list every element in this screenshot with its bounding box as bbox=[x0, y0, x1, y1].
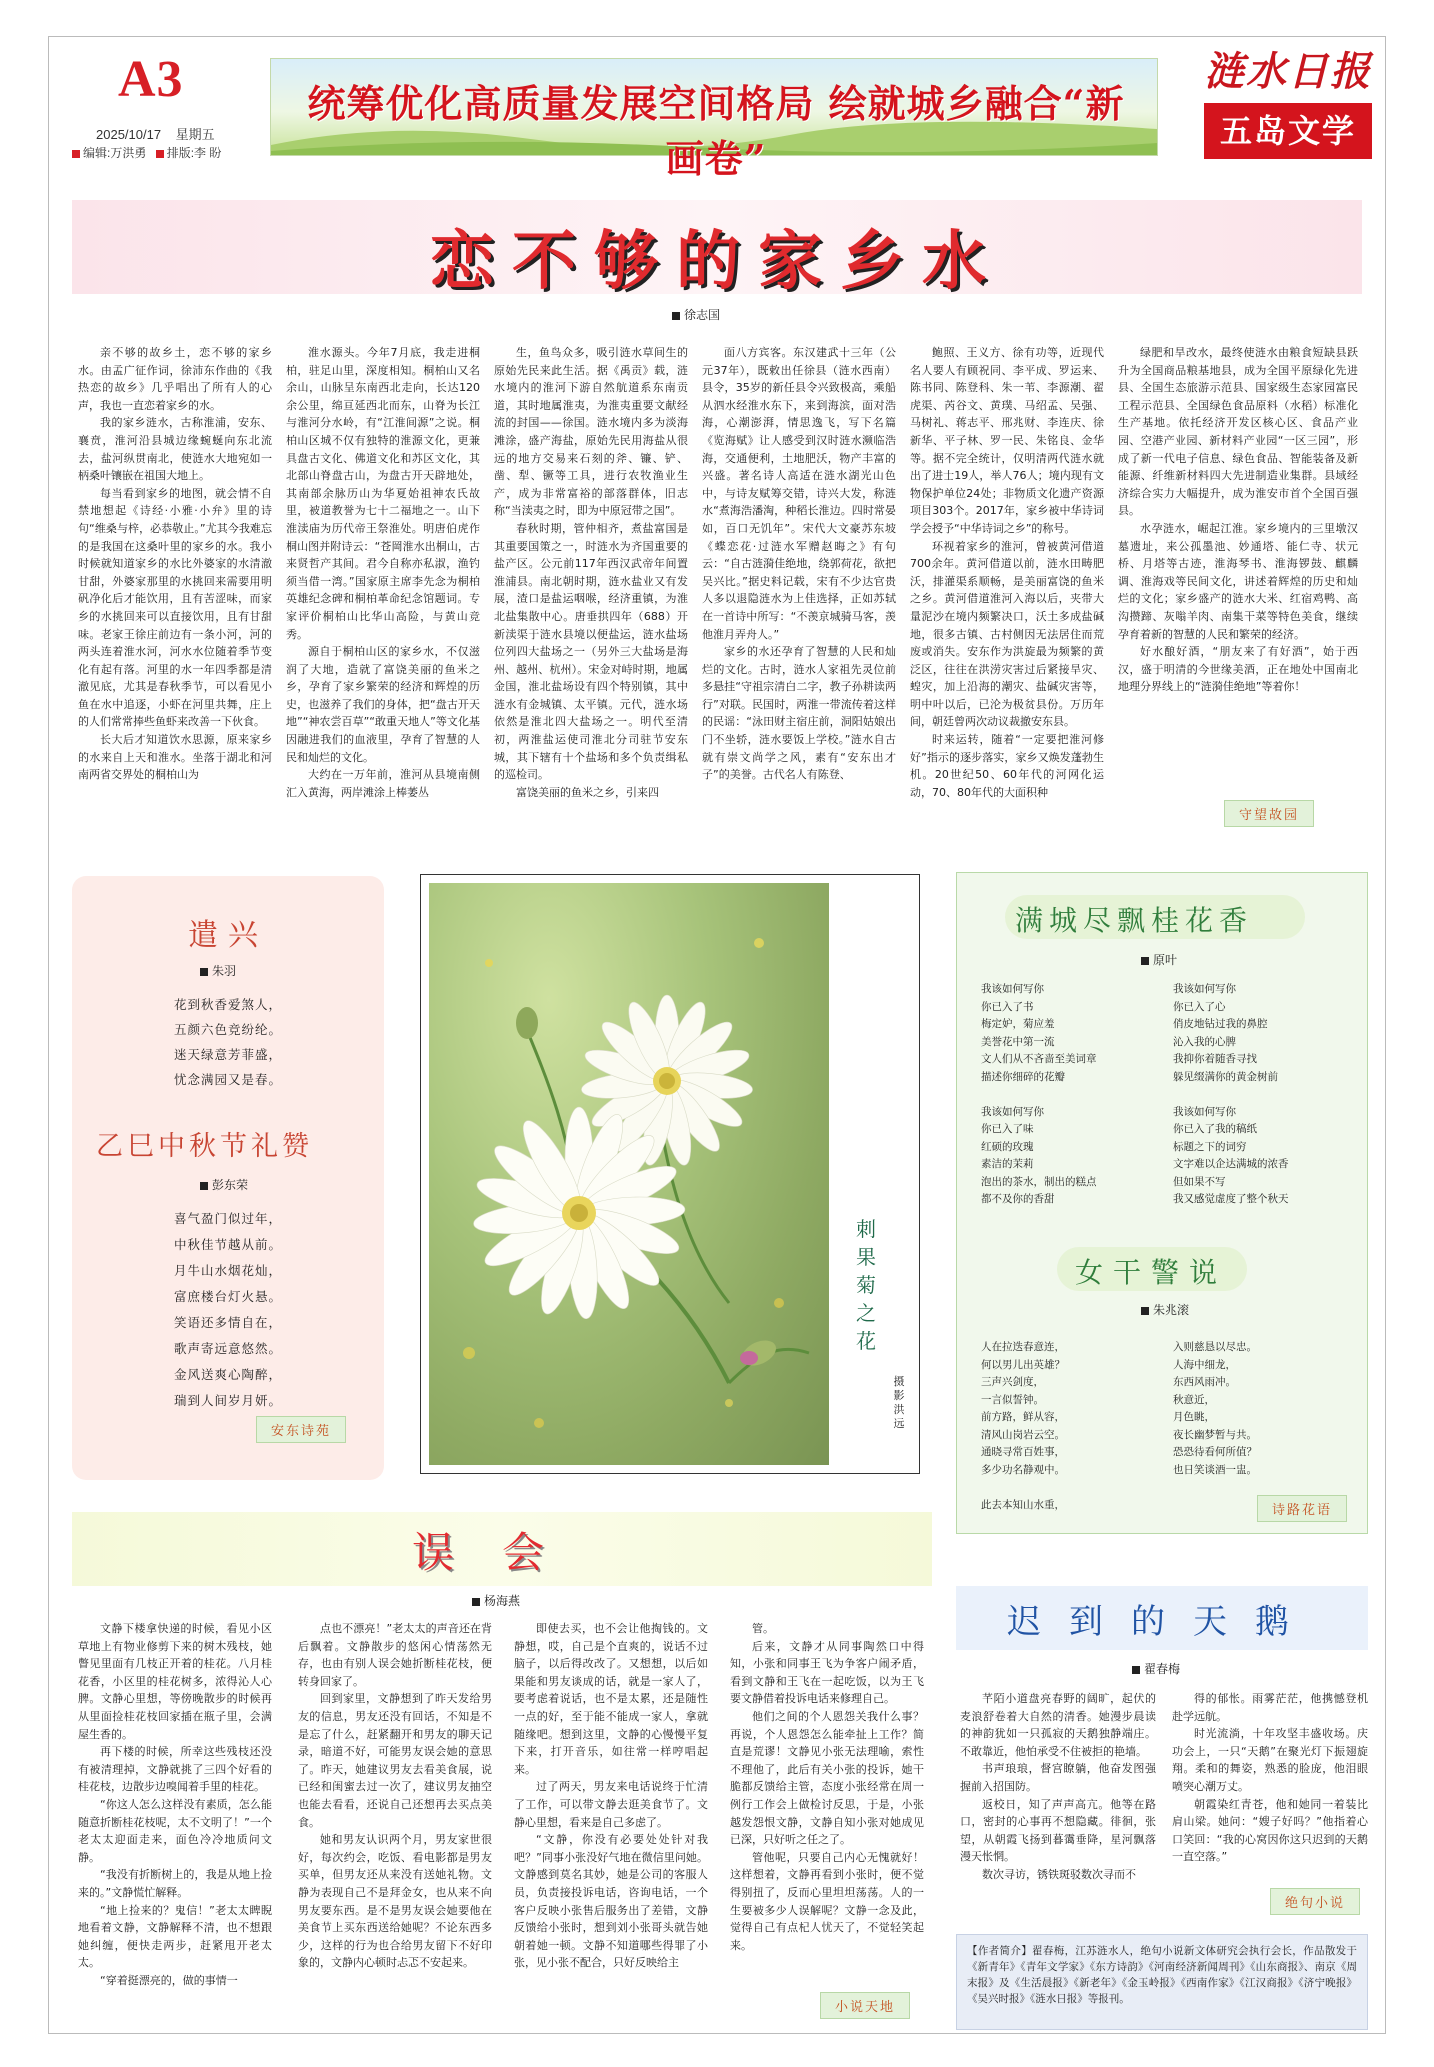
poem-line: 中秋佳节越从前。 bbox=[174, 1237, 283, 1252]
story-title: 误会 bbox=[411, 1528, 592, 1577]
poem-line: 秋意近， bbox=[1173, 1393, 1215, 1406]
square-bullet-icon bbox=[72, 150, 80, 158]
paragraph: 数次寻访，锈铁斑驳数次寻而不 bbox=[982, 1867, 1136, 1881]
swan-author: 翟春梅 bbox=[1144, 1662, 1181, 1676]
swan-column bbox=[960, 1690, 1156, 1920]
poem-line: 沁入我的心脾 bbox=[1173, 1035, 1236, 1048]
column-tag: 诗路花语 bbox=[1257, 1495, 1347, 1522]
swan-byline bbox=[1132, 1660, 1180, 1677]
poem-line: 你已入了我的稿纸 bbox=[1173, 1123, 1257, 1135]
layout-editor: 排版:李 盼 bbox=[166, 146, 222, 160]
paragraph: 源自于桐柏山区的家乡水，不仅滋润了大地，造就了富饶美丽的鱼米之乡，孕育了家乡繁荣的经济和辉煌的历史，也滋养了我们的身体，把“盘古开天地”“神农尝百草”“敢重天地人”等文化基因融进我们的血液里，孕育了智慧的人民和灿烂的文化。 bbox=[286, 645, 480, 764]
paragraph: “地上捡来的？鬼信！”老太太睥睨地看着文静，文静解释不清，也不想跟她纠缠，便快走两步，赶紧甩开老太太。 bbox=[78, 1903, 272, 1970]
poetry-box bbox=[72, 876, 384, 1480]
poem-line: 梅定妒，菊应羞 bbox=[981, 1018, 1055, 1030]
poem-line: 前方路，鲜从容， bbox=[981, 1411, 1065, 1423]
poem-line: 三声兴剑度， bbox=[981, 1376, 1044, 1388]
photo-frame bbox=[420, 874, 920, 1474]
poem-body bbox=[174, 992, 282, 1092]
newspaper-name: 涟水日报 bbox=[1204, 48, 1372, 95]
poem-column bbox=[1173, 1339, 1257, 1479]
poem-author: 朱羽 bbox=[212, 964, 237, 978]
poem-line: 月牛山水烟花灿， bbox=[174, 1263, 283, 1278]
paragraph: 文静下楼拿快递的时候，看见小区草地上有物业修剪下来的树木残枝，她瞥见里面有几枝正开着的桂花。八月桂花香，小区里的桂花树多，浓得沁人心脾。文静心里想，等傍晚散步的时候再从里面捡桂花枝回家插在瓶子里，会满屋生香的。 bbox=[78, 1622, 272, 1741]
poem-byline bbox=[1141, 951, 1177, 968]
main-article-column bbox=[286, 344, 480, 834]
paragraph: 管。 bbox=[752, 1622, 774, 1635]
poem-line: 美誉花中第一流 bbox=[981, 1035, 1055, 1048]
paragraph: 每当看到家乡的地图，就会情不自禁地想起《诗经·小雅·小弁》里的诗句“维桑与梓，必恭敬止。”尤其今我难忘的是我国在这桑叶里的家乡的水。我小时候就知道家乡的水比外婆家的水清澈甘甜，外婆家那里的水挑回来需要用明矾净化后才能饮用，且有苦涩味，而家乡的水挑回来可以直接饮用，且有甘甜味。老家王徐庄前边有一条小河，河的两头连着淮水河，河水水位随着季节变化有起有落。河里的水一年四季都是清澈见底，尤其是春秋季节，可以看见小鱼在水中追逐，小虾在河里共舞，庄上的人们常常捧些鱼虾来改善一下伙食。 bbox=[78, 486, 272, 729]
poem-line: 躲见缀满你的黄金树前 bbox=[1173, 1070, 1278, 1083]
paragraph: “穿着挺漂亮的，做的事情一 bbox=[100, 1973, 238, 1987]
poem-line: 红硕的玫瑰 bbox=[981, 1140, 1034, 1153]
lower-flower-icon bbox=[472, 1107, 685, 1320]
poem-title: 乙巳中秋节礼赞 bbox=[96, 1131, 313, 1162]
paragraph: 绿肥和旱改水，最终使涟水由粮食短缺县跃升为全国商品粮基地县，成为全国平原绿化先进县、全国生态旅游示范县、国家级生态家园富民工程示范县、全国绿色食品原料（水稻）标准化生产基地。依托经济开发区核心区、食品产业园、空港产业园、新材料产业园“一区三园”，形成了新一代电子信息、绿色食品、智能装备及新能源、纤维新材料四大先进制造业集群。县域经济综合实力大幅提升，成为淮安市首个全国百强县。 bbox=[1118, 346, 1358, 518]
main-article-author: 徐志国 bbox=[684, 308, 721, 322]
poem-line: 文字难以企达满城的浓香 bbox=[1173, 1158, 1289, 1170]
paragraph: 环视着家乡的淮河，曾被黄河借道700余年。黄河借道以前，涟水田畴肥沃，排灌渠系顺畅，是美丽富饶的鱼米之乡。黄河借道淮河入海以后，夹带大量泥沙在境内频繁决口，沃土多成盐碱地，很多古镇、古村侧因无法居住而荒废或消失。安东作为洪旋最为频繁的黄泛区，往往在洪涝灾害过后紧接旱灾、蝗灾，加上沿海的潮灾、盐碱灾害等，明中叶以后，已沦为极贫县份。万历年间，朝廷曾两次动议裁撤安东县。 bbox=[910, 539, 1104, 729]
paragraph: “文静，你没有必要处处针对我吧？”同事小张没好气地在微信里问她。文静感到莫名其妙，她是公司的客服人员，负责接投诉电话，咨询电话，一个客户反映小张售后服务出了差错，文静反馈给小张时，想到刘小张哥头就告她朝着她一顿。文静不知道哪些得罪了小张，见小张不配合，只好反映给主 bbox=[514, 1833, 708, 1970]
paragraph: 即使去买，也不会让他掏钱的。文静想，哎，自己是个直爽的，说话不过脑子，以后得改改了。又想想，以后如果能和男友谈成的话，就是一家人了，要考虑着说话，也不是太累，还是随性一点的好，至于能不能成一家人，拿就随缘吧。想到这里，文静的心慢慢平复下来，打开音乐，如往常一样哼唱起来。 bbox=[514, 1622, 708, 1776]
square-bullet-icon bbox=[1132, 1666, 1140, 1674]
poem-column bbox=[1173, 981, 1289, 1209]
poem-line bbox=[981, 1086, 1097, 1104]
paragraph: 淮水源头。今年7月底，我走进桐柏，驻足山里，深度相知。桐柏山又名余山，山脉呈东南西北走向，长达120余公里，绵亘延西北而东，山脊为长江与淮河分水岭，有“江淮间源”之说。桐柏山区城不仅有独特的淮源文化，更兼具盘古文化、佛道文化和苏区文化，其北部山脊盘古山，为盘古开天辟地处，其南部余脉历山为华夏始祖神农氏故里，被道教誉为七十二福地之一。山下淮渎庙为历代帝王祭淮处。明唐伯虎作桐山图并附诗云：“苍岡淮水出桐山，古来贤哲产其间。君今自称亦私淑，渔钓须当借一湾。”国家原主席李先念为桐柏英雄纪念碑和桐柏革命纪念馆题词。专家评价桐柏山比华山高险，与黄山竞秀。 bbox=[286, 346, 480, 641]
poem-line bbox=[981, 1479, 1065, 1497]
flower-illustration-icon bbox=[429, 883, 829, 1465]
editor: 编辑:万洪勇 bbox=[83, 146, 147, 160]
paragraph: 朝霞染红青苍，他和她同一着装比肩山梁。她问：“嫂子好吗？”他指着心口笑回：“我的心窝因你这只迟到的天鹅一直空落。” bbox=[1172, 1797, 1368, 1864]
poem-line: 一言似誓钟。 bbox=[981, 1393, 1044, 1406]
poem-line: 素洁的茉莉 bbox=[981, 1158, 1034, 1170]
headline-banner bbox=[270, 58, 1158, 181]
paragraph: 过了两天，男友来电话说终于忙清了工作，可以带文静去逛美食节了。文静心里想，看来是自己多虑了。 bbox=[514, 1780, 708, 1829]
paragraph: 大约在一万年前，淮河从县境南侧汇入黄海，两岸滩涂上棒萎丛 bbox=[286, 768, 480, 799]
poem-line: 通晓寻常百姓事， bbox=[981, 1446, 1065, 1458]
poem-line: 标题之下的词穷 bbox=[1173, 1140, 1247, 1153]
flower-photo bbox=[429, 883, 829, 1465]
story-column bbox=[298, 1620, 492, 2020]
page-number: A3 bbox=[118, 51, 184, 108]
date: 2025/10/17 bbox=[96, 127, 162, 142]
main-article-column bbox=[494, 344, 688, 834]
poem-line: 迷天绿意芳菲盛， bbox=[174, 1047, 283, 1062]
poem-author: 原叶 bbox=[1153, 953, 1178, 967]
swan-title: 迟到的天鹅 bbox=[1007, 1602, 1317, 1642]
poem-line: 五颜六色竞纷纶。 bbox=[174, 1022, 283, 1037]
poem-body bbox=[174, 1206, 282, 1414]
author-bio: 【作者简介】翟春梅，江苏涟水人，绝句小说新文体研究会执行会长，作品散发于《新青年》《青年文学家》《东方诗韵》《河南经济新闻周刊》《山东商报》、南京《周末报》及《生活晨报》《新老年》《金玉岭报》《西南作家》《江汉商报》《济宁晚报》《吴兴时报》《涟水日报》等报刊。 bbox=[956, 1934, 1368, 2030]
poem-line: 你已入了书 bbox=[981, 1000, 1034, 1013]
poem-line: 我抑你着随香寻找 bbox=[1173, 1053, 1257, 1065]
main-article-title: 恋不够的家乡水 bbox=[430, 225, 1004, 299]
editor-line bbox=[72, 144, 221, 161]
poem-line: 瑞到人间岁月妍。 bbox=[174, 1393, 283, 1408]
poem-line: 但如果不写 bbox=[1173, 1175, 1226, 1188]
poem-line: 喜气盈门似过年， bbox=[174, 1211, 283, 1226]
poem-line: 何以男儿出英雄？ bbox=[981, 1358, 1065, 1371]
poem-line: 忧念满园又是春。 bbox=[174, 1072, 283, 1087]
poem-line: 歌声寄远意悠然。 bbox=[174, 1341, 283, 1356]
poem-column bbox=[981, 1339, 1065, 1514]
weekday: 星期五 bbox=[175, 127, 215, 142]
poem-byline bbox=[1141, 1301, 1189, 1318]
paragraph: “你这人怎么这样没有素质，怎么能随意折断桂花枝呢，太不文明了！”一个老太太迎面走来，面色冷冷地质问文静。 bbox=[78, 1797, 272, 1864]
story-column bbox=[514, 1620, 708, 2020]
paragraph: 长大后才知道饮水思源，原来家乡的水来自上天和淮水。坐落于湖北和河南两省交界处的桐柏山为 bbox=[78, 733, 272, 782]
main-article-byline bbox=[672, 306, 720, 323]
paragraph: “我没有折断树上的，我是从地上捡来的。”文静慌忙解释。 bbox=[78, 1868, 272, 1899]
poem-byline bbox=[200, 962, 236, 979]
poem-title: 女干警说 bbox=[1075, 1256, 1228, 1289]
paragraph: 生，鱼鸟众多，吸引涟水草间生的原始先民来此生活。据《禹贡》载，涟水境内的淮河下游自然航道系东南贡道，其时地属淮夷，为淮夷重要文献经流的封国——徐国。涟水境内多为淡海滩涂，盛产海盐，原始先民用海盐从很远的地方交易来石刻的斧、镰、铲、凿、犁、镢等工具，进行农牧渔业生产，成为非常富裕的部落群体，旧志称“当渎夷之时，即为中原冠带之国”。 bbox=[494, 346, 688, 518]
square-bullet-icon bbox=[472, 1598, 480, 1606]
square-bullet-icon bbox=[1141, 1307, 1149, 1315]
paragraph: 点也不漂亮！”老太太的声音还在背后飘着。文静散步的悠闲心情荡然无存，也由有别人误会她折断桂花枝，便转身回家了。 bbox=[298, 1622, 492, 1688]
swan-title-band bbox=[956, 1586, 1368, 1650]
poem-title: 满城尽飘桂花香 bbox=[1015, 904, 1254, 937]
paragraph: 书声琅琅，督宫瞭躺，他奋发图强握前入招国防。 bbox=[960, 1762, 1156, 1793]
photo-caption: 刺果菊之花 bbox=[856, 1217, 876, 1353]
poem-line: 金风送爽心陶醉， bbox=[174, 1367, 283, 1382]
story-byline bbox=[472, 1592, 520, 1609]
paragraph: 他们之间的个人恩怨关我什么事？再说，个人恩怨怎么能牵扯上工作？简直是荒谬！文静见小张无法理喻，索性不理他了，此后有关小张的投诉，她干脆都反馈给主管，态度小张经常在周一例行工作会上做检讨反思，于是，小张越发怨恨文静，文静自知小张对她成见已深，只好听之任之了。 bbox=[730, 1709, 924, 1847]
poem-line: 夜长幽梦暂与共。 bbox=[1173, 1428, 1257, 1441]
poem-line: 都不及你的香甜 bbox=[981, 1193, 1055, 1205]
poem-line: 我该如何写你 bbox=[1173, 1105, 1236, 1118]
poem-line: 多少功名静观中。 bbox=[981, 1463, 1065, 1476]
main-article-column bbox=[702, 344, 896, 834]
column-tag: 安东诗苑 bbox=[256, 1416, 346, 1443]
poem-title: 遣兴 bbox=[188, 918, 268, 953]
paragraph: 好水酿好酒，“朋友来了有好酒”，始于西汉，盛于明清的今世缘美酒，正在地处中国南北地理分界线上的“涟漪佳绝地”等着你！ bbox=[1118, 645, 1358, 694]
paragraph: 得的郁怅。雨雾茫茫，他携憾登机赴学远航。 bbox=[1172, 1692, 1368, 1723]
poem-line: 富庶楼台灯火悬。 bbox=[174, 1289, 283, 1304]
poem-line: 你已入了味 bbox=[981, 1123, 1034, 1135]
paragraph: 她和男友认识两个月，男友家世很好，每次约会，吃饭、看电影都是男友买单，但男友还从来没有送她礼物。文静为表现自己不是拜金女，也从来不向男友要东西。是不是男友误会她要他在美食节上买东西送给她呢？不论东西多少，这样的行为也合给男友留下不好印象的，文静内心顿时忐忑不安起来。 bbox=[298, 1833, 492, 1970]
paragraph: 我的家乡涟水，古称淮浦，安东、襄贲，淮河沿县城边缘蜿蜒向东北流去，盐河纵贯南北，使涟水大地宛如一柄桑叶镶嵌在祖国大地上。 bbox=[78, 416, 272, 483]
poem-author: 朱兆滚 bbox=[1153, 1303, 1190, 1317]
story-title-band bbox=[72, 1512, 932, 1586]
poem-line: 俏皮地钻过我的鼻腔 bbox=[1173, 1018, 1268, 1030]
square-bullet-icon bbox=[200, 1182, 208, 1190]
story-column bbox=[78, 1620, 272, 2020]
poem-line: 人在拉迭春意连， bbox=[981, 1341, 1065, 1353]
paragraph: 水孕涟水，崛起江淮。家乡境内的三里墩汉墓遗址，来公孤墨池、妙通塔、能仁寺、状元桥、月塔等古迹，淮海琴书、淮海锣鼓、麒麟调、淮海戏等民间文化，讲述着辉煌的历史和灿烂的文化；家乡盛产的涟水大米、红宿鸡鸭、高沟攒蹄、灰嗡羊肉、南集干菜等特色美食，继续孕育着新的智慧的人民和繁荣的经济。 bbox=[1118, 521, 1358, 641]
poem-line: 此去本知山水重， bbox=[981, 1498, 1065, 1511]
square-bullet-icon bbox=[156, 150, 164, 158]
poem-byline bbox=[200, 1176, 248, 1193]
main-article-title-band bbox=[72, 200, 1362, 299]
section-badge: 五岛文学 bbox=[1204, 103, 1372, 159]
poem-line: 恐恐待看何所值？ bbox=[1173, 1446, 1257, 1458]
paragraph: 亲不够的故乡土，恋不够的家乡水。由孟广征作词，徐沛东作曲的《我热恋的故乡》几乎唱出了所有人的心声，我也一直恋着家乡的水。 bbox=[78, 346, 272, 412]
poem-line: 笑语还多情自在， bbox=[174, 1315, 283, 1330]
paragraph: 富饶美丽的鱼米之乡，引来四 bbox=[516, 785, 659, 799]
poem-line: 花到秋香爱煞人， bbox=[174, 997, 283, 1012]
poem-line: 你已入了心 bbox=[1173, 1000, 1226, 1013]
main-article-column bbox=[910, 344, 1104, 834]
poem-line: 人海中细龙， bbox=[1173, 1358, 1236, 1371]
paragraph: 管他呢，只要自己内心无愧就好！这样想着，文静再看到小张时，便不觉得别扭了，反而心里坦坦荡荡。人的一生要被多少人误解呢？文静一念及此，觉得自己有点杞人忧天了，不觉轻笑起来。 bbox=[730, 1850, 924, 1952]
photo-credit: 摄影 洪远 bbox=[893, 1376, 905, 1430]
paragraph: 芊陌小道盘亮春野的阔旷，起伏的麦浪舒卷着大自然的清香。她漫步晨读的神韵犹如一只孤寂的天鹅独静端庄。不敢靠近，他怕承受不住被拒的艳墙。 bbox=[960, 1692, 1156, 1758]
poem-line: 清风山岗岩云空。 bbox=[981, 1428, 1065, 1441]
poem-line: 东西风雨冲。 bbox=[1173, 1376, 1236, 1388]
square-bullet-icon bbox=[1141, 957, 1149, 965]
poem-line: 月色眺， bbox=[1173, 1411, 1215, 1423]
main-article-column bbox=[1118, 344, 1358, 784]
story-column bbox=[730, 1620, 924, 2020]
paragraph: 家乡的水还孕育了智慧的人民和灿烂的文化。古时，涟水人家祖先灵位前多悬挂“守祖宗清白二字，教子孙耕读两行”对联。民国时，两淮一带流传着这样的民谣：“泳田财主宿庄前，洞阳姑娘出门不坐轿，涟水要饭上学校。”涟水自古就有崇文尚学之风，素有“安东出才子”的美誉。古代名人有陈登、 bbox=[702, 645, 896, 782]
right-poetry-box bbox=[956, 872, 1368, 1534]
paragraph: 再下楼的时候，所幸这些残枝还没有被清理掉，文静就挑了三四个好看的桂花枝，边散步边嗅闻着手里的桂花。 bbox=[78, 1745, 272, 1794]
paragraph: 时来运转，随着“一定要把淮河修好”指示的逐步落实，家乡又焕发蓬勃生机。20世纪50、60年代的河网化运动，70、80年代的大面积种 bbox=[910, 733, 1104, 799]
newspaper-logo bbox=[1200, 40, 1376, 159]
paragraph: 回到家里，文静想到了昨天发给男友的信息，男友还没有回话，不知是不是忘了什么，赶紧翻开和男友的聊天记录，暗道不好，可能男友误会她的意思了。昨天，她建议男友去看美食展，说已经和闺蜜去过一次了，建议男友抽空也能去看看，还说自己还想再去买点美食。 bbox=[298, 1692, 492, 1829]
square-bullet-icon bbox=[672, 312, 680, 320]
poem-line: 我该如何写你 bbox=[981, 983, 1044, 995]
poem-line: 我该如何写你 bbox=[981, 1105, 1044, 1118]
poem-line: 文人们从不吝啬至美词章 bbox=[981, 1053, 1097, 1065]
poem-column bbox=[981, 981, 1097, 1209]
paragraph: 春秋时期，管仲相齐，煮盐富国是其重要国策之一，时涟水为齐国重要的盐产区。公元前117年西汉武帝年间置淮浦县。南北朝时期，涟水盐业又有发展，渣口是盐运咽喉，经济重镇，为淮北盐集散中心。唐垂拱四年（688）开新渎渠于涟水县境以便盐运，涟水盐场位列四大盐场之一（另外三大盐场是海州、越州、杭州）。宋金对峙时期，地属金国，淮北盐场设有四个特别镇，其中涟水有金城镇、太平镇。元代，涟水场依然是淮北四大盐场之一。明代至清初，两淮盐运使司淮北分司驻节安东城，其下辖有十个盐场和多个负责缉私的巡检司。 bbox=[494, 521, 688, 782]
poem-line: 入则慈恳以尽忠。 bbox=[1173, 1341, 1257, 1353]
column-tag: 绝句小说 bbox=[1270, 1888, 1360, 1915]
swan-column bbox=[1172, 1690, 1368, 1880]
poem-line: 泡出的茶水，制出的糕点 bbox=[981, 1175, 1097, 1188]
date-line bbox=[96, 124, 215, 143]
square-bullet-icon bbox=[200, 968, 208, 976]
paragraph: 面八方宾客。东汉建武十三年（公元37年），既敕出任徐县（涟水西南）县令，35岁的新任县令兴致极高，乘船从泗水经淮水东下，来到海滨，面对浩海，心潮澎湃，情思逸飞，写下名篇《览海赋》让人感受到汉时涟水濒临浩海，交通便利，土地肥沃，物产丰富的兴盛。著名诗人高适在涟水湖光山色中，与诗友赋筹交错，诗兴大发，称涟水“煮海浩潘淘，种稻长淮边。四时常晏如，百口无饥年”。宋代大文豪苏东坡《蝶恋花·过涟水军赠赵晦之》有句云：“自古涟漪佳绝地，绕郭荷花，欲把吴兴比。”据史料记载，宋有不少达官贵人多以退隐涟水为上佳选择，正如苏轼在一首诗中所写：“不羡京城骑马客，羡他淮月弄舟人。” bbox=[702, 346, 896, 641]
poem-author: 彭东荣 bbox=[212, 1178, 249, 1192]
banner-slogan: 统筹优化高质量发展空间格局 绘就城乡融合“新画卷” bbox=[307, 81, 1125, 181]
poem-line: 描述你细碎的花瓣 bbox=[981, 1070, 1065, 1083]
poem-line: 我该如何写你 bbox=[1173, 983, 1236, 995]
main-article-column bbox=[78, 344, 272, 834]
paragraph: 时光流淌，十年攻坚丰盛收场。庆功会上，一只“天鹅”在聚光灯下振翅旋翔。柔和的舞姿，熟悉的脸庞，他泪眼喷突心潮万丈。 bbox=[1172, 1727, 1368, 1793]
poem-line: 也日笑谈酒一盅。 bbox=[1173, 1463, 1257, 1476]
column-tag: 小说天地 bbox=[820, 1992, 910, 2019]
poem-line bbox=[1173, 1086, 1289, 1104]
story-author: 杨海燕 bbox=[484, 1594, 521, 1608]
poem-line: 我又感觉虚度了整个秋天 bbox=[1173, 1193, 1289, 1205]
column-tag: 守望故园 bbox=[1224, 800, 1314, 827]
paragraph: 返校日，知了声声高亢。他等在路口，密封的心事再不想隐藏。徘徊，张望，从朝霞飞扬到暮霭垂降，星河飘落漫天怅惘。 bbox=[960, 1797, 1156, 1864]
paragraph: 鲍照、王义方、徐有功等，近现代名人要人有顾祝同、李平成、罗运来、陈书同、陈登科、朱一苇、李源潮、翟虎渠、芮谷文、黄璞、马绍孟、吴强、马树礼、蒋志平、邢兆财、李连庆、徐新华、平子林、罗一民、朱铭良、金华等。据不完全统计，仅明清两代涟水就出了进士19人，举人76人；境内现有文物保护单位24处；非物质文化遗产资源项目303个。2017年，家乡被中华诗词学会授予“中华诗词之乡”的称号。 bbox=[910, 346, 1104, 535]
paragraph: 后来，文静才从同事陶然口中得知，小张和同事王飞为争客户闹矛盾，看到文静和王飞在一起吃饭，以为王飞要文静借着投诉电话来修理自己。 bbox=[730, 1639, 924, 1706]
